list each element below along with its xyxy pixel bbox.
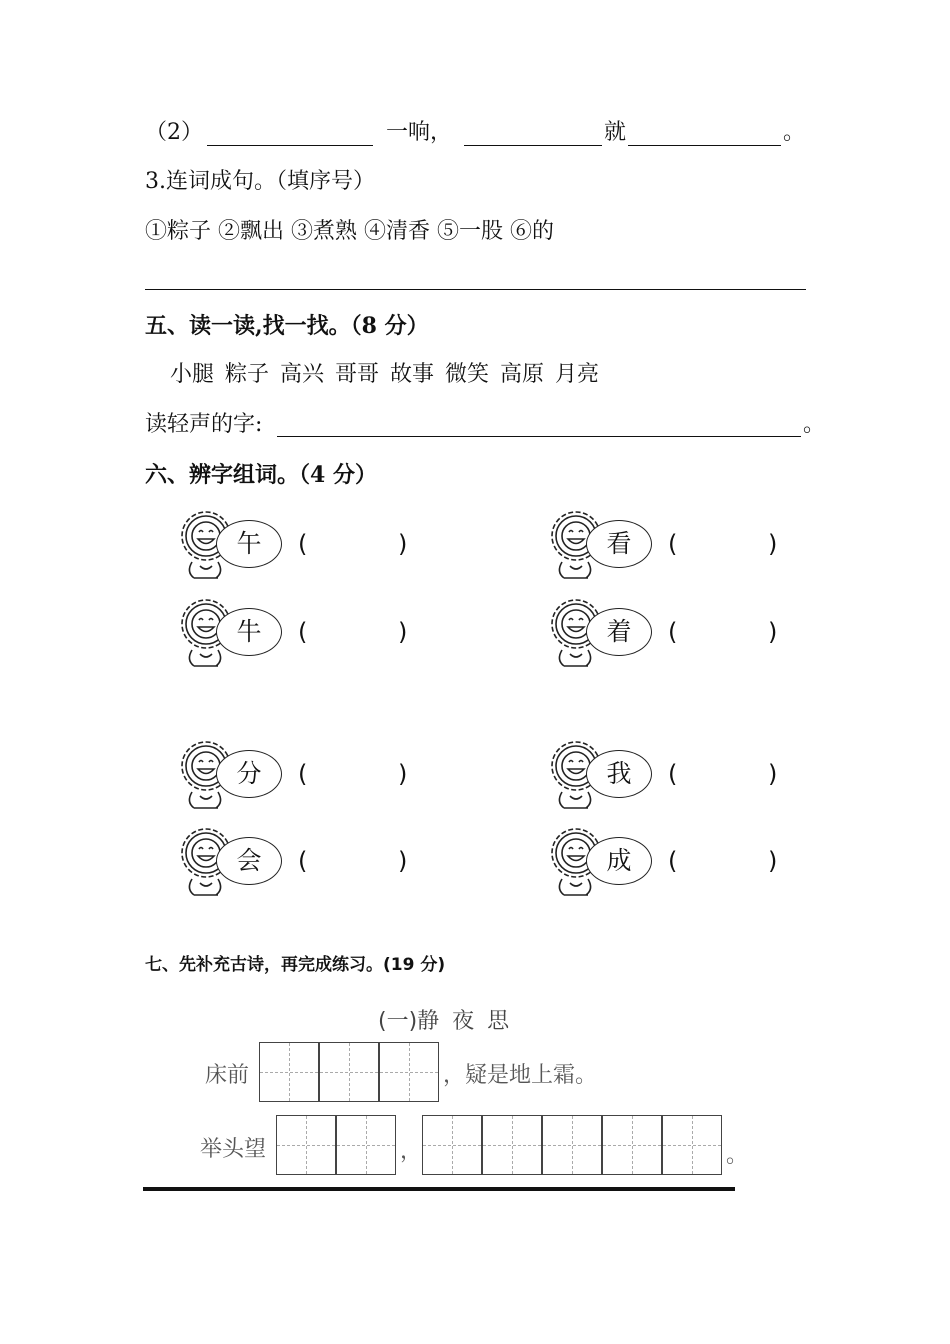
answer-slot[interactable] bbox=[684, 616, 764, 650]
answer-slot[interactable] bbox=[314, 845, 394, 879]
paren-open: ( bbox=[668, 618, 678, 646]
question-2-label: （2） bbox=[145, 120, 203, 145]
char-label: 着 bbox=[606, 617, 632, 646]
char-item bbox=[178, 736, 438, 816]
paren-open: ( bbox=[668, 847, 678, 875]
q2-blank-2[interactable] bbox=[464, 145, 602, 146]
q2-blank-1[interactable] bbox=[207, 145, 373, 146]
poem-grid-cell[interactable] bbox=[379, 1042, 439, 1102]
answer-slot[interactable] bbox=[684, 845, 764, 879]
poem-grid-cell[interactable] bbox=[542, 1115, 602, 1175]
poem-line-1-suffix: ，疑是地上霜。 bbox=[443, 1063, 598, 1088]
section-6-heading: 六、辨字组词。（4 分） bbox=[145, 462, 377, 488]
answer-slot[interactable] bbox=[314, 528, 394, 562]
q2-text-end: 。 bbox=[783, 120, 806, 145]
paren-open: ( bbox=[298, 530, 308, 558]
paren-close: ) bbox=[768, 760, 778, 788]
char-label: 分 bbox=[236, 759, 262, 788]
section-5-prompt: 读轻声的字: bbox=[145, 412, 263, 437]
q2-text-mid: 一响， bbox=[386, 120, 453, 145]
poem-line-2-prefix: 举头望 bbox=[200, 1137, 267, 1162]
section-5-heading: 五、读一读,找一找。（8 分） bbox=[145, 313, 429, 339]
poem-title: (一)静 夜 思 bbox=[378, 1009, 510, 1034]
char-item bbox=[548, 823, 808, 903]
question-3-title: 3.连词成句。（填序号） bbox=[145, 169, 375, 194]
q2-text-jiu: 就 bbox=[604, 120, 627, 145]
char-item bbox=[178, 594, 438, 674]
poem-line-2-comma: ， bbox=[400, 1139, 423, 1164]
char-item bbox=[548, 506, 808, 586]
poem-grid-cell[interactable] bbox=[259, 1042, 319, 1102]
section-7-heading: 七、先补充古诗，再完成练习。(19 分) bbox=[145, 955, 446, 975]
poem-grid-cell[interactable] bbox=[336, 1115, 396, 1175]
char-item bbox=[548, 594, 808, 674]
char-label: 牛 bbox=[236, 617, 262, 646]
paren-close: ) bbox=[398, 530, 408, 558]
poem-grid-cell[interactable] bbox=[482, 1115, 542, 1175]
answer-slot[interactable] bbox=[314, 616, 394, 650]
paren-close: ) bbox=[768, 530, 778, 558]
poem-grid-cell[interactable] bbox=[662, 1115, 722, 1175]
paren-close: ) bbox=[398, 618, 408, 646]
section-5-end: 。 bbox=[803, 412, 826, 437]
char-label: 成 bbox=[606, 846, 632, 875]
q3-answer-line[interactable] bbox=[145, 289, 806, 290]
poem-grid-cell[interactable] bbox=[422, 1115, 482, 1175]
q2-blank-3[interactable] bbox=[628, 145, 781, 146]
paren-close: ) bbox=[768, 618, 778, 646]
paren-open: ( bbox=[668, 760, 678, 788]
poem-grid-cell[interactable] bbox=[276, 1115, 336, 1175]
divider-rule bbox=[143, 1187, 735, 1191]
poem-line-2-end: 。 bbox=[726, 1143, 749, 1168]
char-label: 我 bbox=[606, 759, 632, 788]
poem-grid-cell[interactable] bbox=[319, 1042, 379, 1102]
paren-open: ( bbox=[298, 618, 308, 646]
paren-close: ) bbox=[768, 847, 778, 875]
paren-open: ( bbox=[668, 530, 678, 558]
char-label: 午 bbox=[236, 529, 262, 558]
char-label: 会 bbox=[236, 846, 262, 875]
poem-line-1-prefix: 床前 bbox=[205, 1063, 250, 1088]
paren-open: ( bbox=[298, 847, 308, 875]
paren-close: ) bbox=[398, 760, 408, 788]
answer-slot[interactable] bbox=[684, 758, 764, 792]
poem-grid-cell[interactable] bbox=[602, 1115, 662, 1175]
question-3-words: ①粽子 ②飘出 ③煮熟 ④清香 ⑤一股 ⑥的 bbox=[145, 219, 554, 244]
paren-open: ( bbox=[298, 760, 308, 788]
char-item bbox=[178, 506, 438, 586]
answer-slot[interactable] bbox=[684, 528, 764, 562]
char-item bbox=[548, 736, 808, 816]
section-5-words: 小腿 粽子 高兴 哥哥 故事 微笑 高原 月亮 bbox=[170, 362, 599, 387]
char-item bbox=[178, 823, 438, 903]
answer-slot[interactable] bbox=[314, 758, 394, 792]
paren-close: ) bbox=[398, 847, 408, 875]
section-5-answer-line[interactable] bbox=[277, 436, 801, 437]
char-label: 看 bbox=[606, 529, 632, 558]
